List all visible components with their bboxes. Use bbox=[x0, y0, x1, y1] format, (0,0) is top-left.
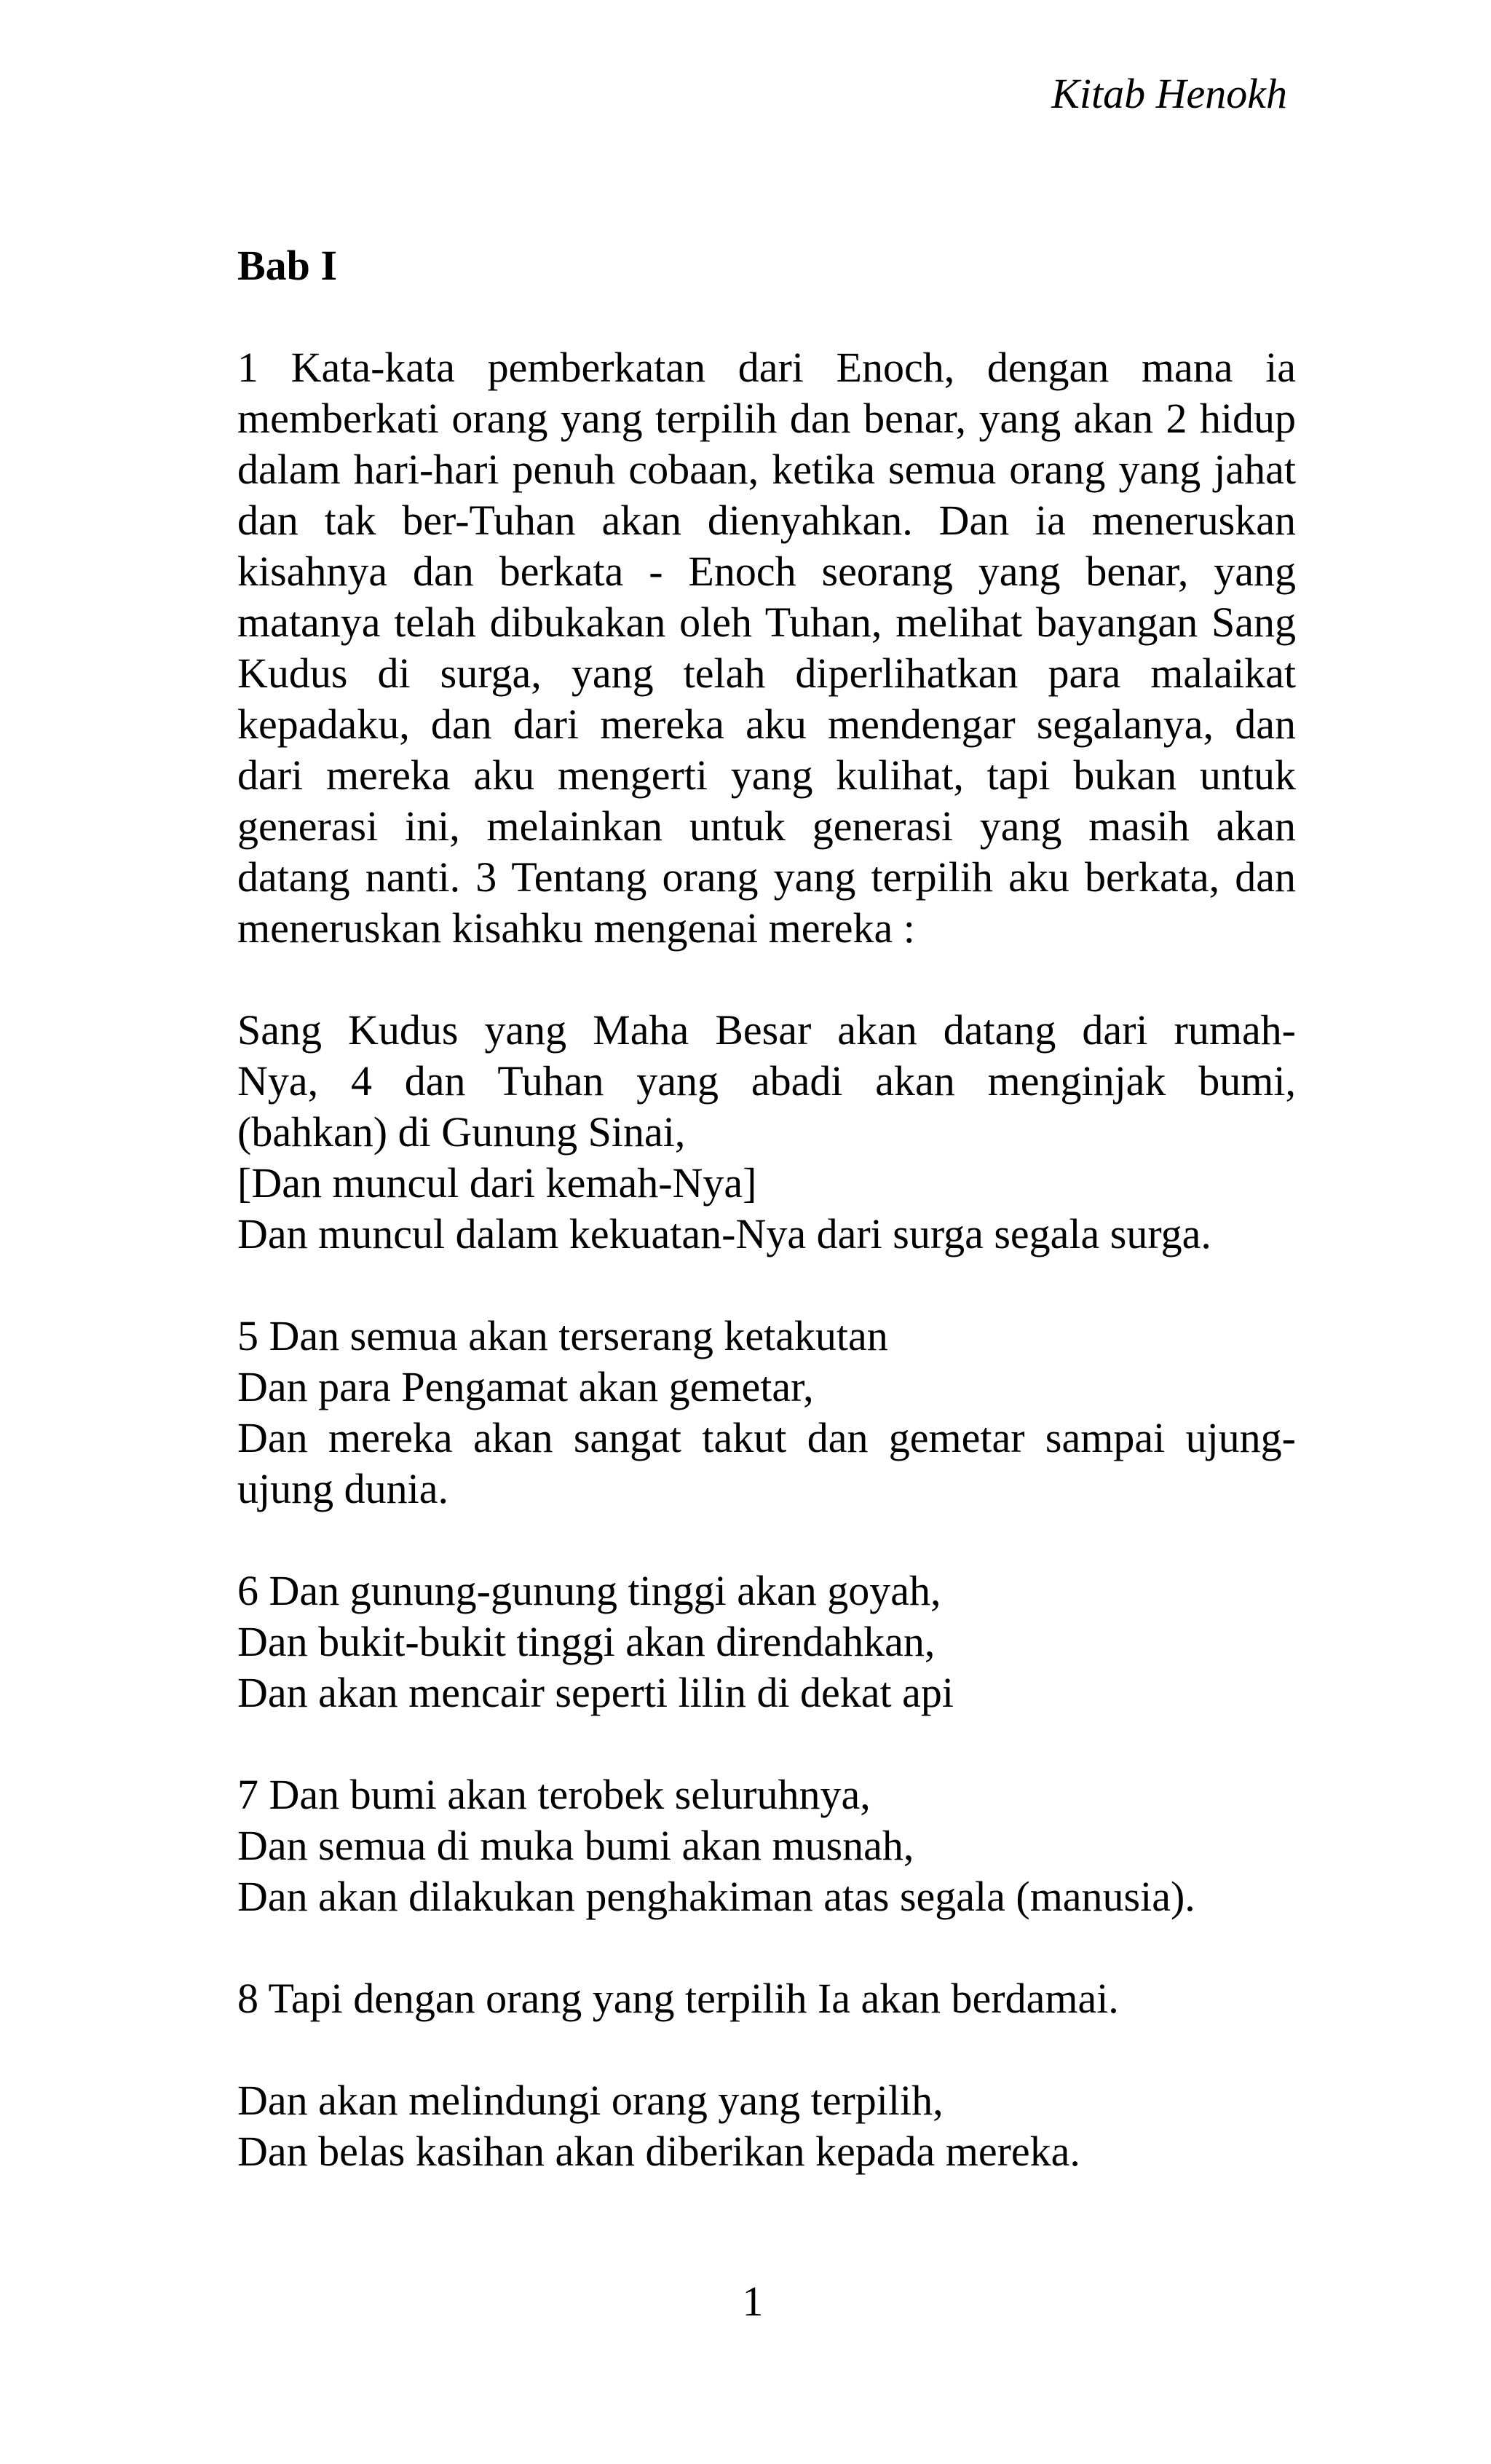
page-number: 1 bbox=[742, 2278, 764, 2325]
stanza-line: 7 Dan bumi akan terobek seluruhnya, bbox=[237, 1771, 871, 1818]
stanza-line: Dan akan melindungi orang yang terpilih, bbox=[237, 2077, 944, 2124]
stanza-line: Dan para Pengamat akan gemetar, bbox=[237, 1363, 814, 1410]
stanza-verse-8 bbox=[237, 1973, 1296, 2024]
stanza-line: Dan muncul dalam kekuatan-Nya dari surga segala surga. bbox=[237, 1210, 1211, 1257]
stanza-line: 6 Dan gunung-gunung tinggi akan goyah, bbox=[237, 1567, 941, 1614]
stanza-line: Nya, 4 dan Tuhan yang abadi akan menginjak bumi, bbox=[237, 1057, 1296, 1105]
stanza-verse-5 bbox=[237, 1311, 1296, 1515]
stanza-line: Dan belas kasihan akan diberikan kepada mereka. bbox=[237, 2128, 1080, 2175]
stanza-line: ujung dunia. bbox=[237, 1465, 448, 1512]
stanza-line: 8 Tapi dengan orang yang terpilih Ia akan berdamai. bbox=[237, 1975, 1119, 2022]
stanza-line: Dan mereka akan sangat takut dan gemetar sampai ujung- bbox=[237, 1414, 1296, 1461]
stanza-line: Sang Kudus yang Maha Besar akan datang dari rumah- bbox=[237, 1006, 1296, 1054]
stanza-line: (bahkan) di Gunung Sinai, bbox=[237, 1108, 686, 1156]
chapter-title: Bab I bbox=[237, 242, 338, 289]
stanza-line: 5 Dan semua akan terserang ketakutan bbox=[237, 1312, 888, 1359]
stanza-line: Dan semua di muka bumi akan musnah, bbox=[237, 1822, 914, 1869]
stanza-verse-8-continued bbox=[237, 2075, 1296, 2177]
stanza-line: [Dan muncul dari kemah-Nya] bbox=[237, 1159, 757, 1207]
paragraph-verses-1-3: 1 Kata-kata pemberkatan dari Enoch, dengan mana ia memberkati orang yang terpilih dan benar, yang akan 2 hidup dalam hari-hari penuh cobaan, ketika semua orang yang jahat dan tak ber-Tuhan akan dienyahkan. Dan ia meneruskan kisahnya dan berkata - Enoch seorang yang benar, yang matanya telah dibukakan oleh Tuhan, melihat bayangan Sang Kudus di surga, yang telah diperlihatkan para malaikat kepadaku, dan dari mereka aku mendengar segalanya, dan dari mereka aku mengerti yang kulihat, tapi bukan untuk generasi ini, melainkan untuk generasi yang masih akan datang nanti. 3 Tentang orang yang terpilih aku berkata, dan meneruskan kisahku mengenai mereka : bbox=[237, 344, 1296, 952]
stanza-verse-6 bbox=[237, 1565, 1296, 1718]
stanza-line: Dan bukit-bukit tinggi akan direndahkan, bbox=[237, 1618, 936, 1665]
stanza-verse-3-4 bbox=[237, 1005, 1296, 1260]
stanza-verse-7 bbox=[237, 1769, 1296, 1922]
running-head: Kitab Henokh bbox=[1051, 70, 1287, 117]
page-content bbox=[237, 240, 1296, 2228]
stanza-line: Dan akan dilakukan penghakiman atas segala (manusia). bbox=[237, 1873, 1195, 1920]
stanza-line: Dan akan mencair seperti lilin di dekat api bbox=[237, 1669, 954, 1716]
